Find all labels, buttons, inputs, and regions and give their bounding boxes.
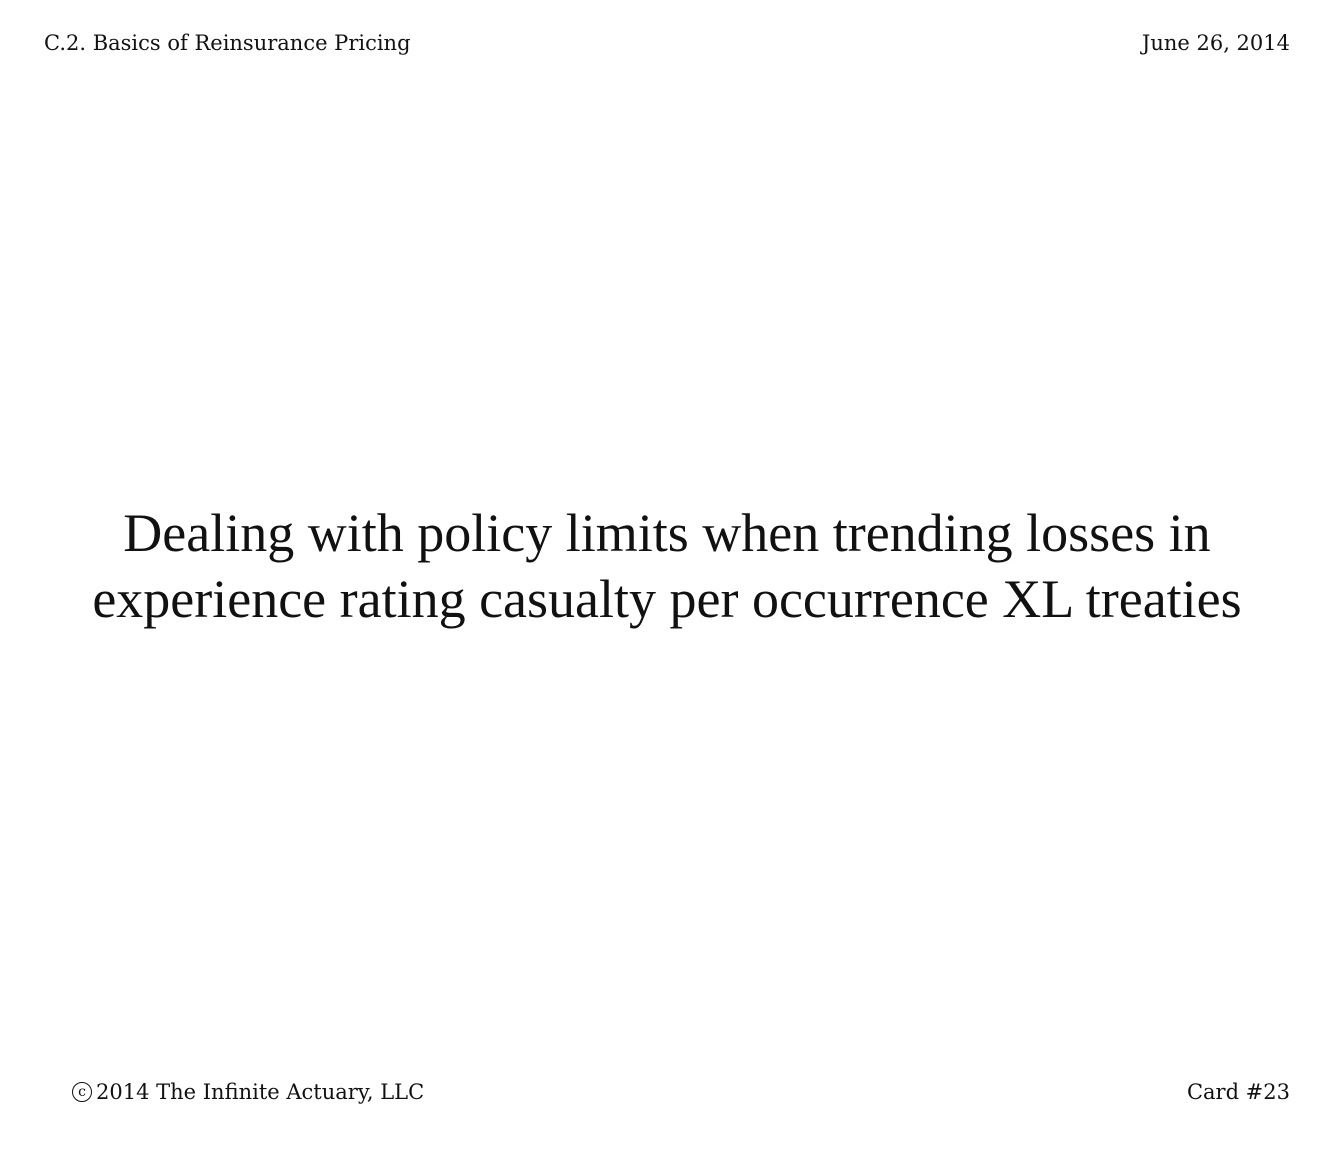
card-number: Card #23 xyxy=(1186,1080,1290,1104)
date-label: June 26, 2014 xyxy=(1141,31,1290,55)
card-title-line-1: Dealing with policy limits when trending losses in xyxy=(123,503,1211,563)
copyright-notice xyxy=(72,1079,424,1105)
copyright-icon: c xyxy=(72,1082,92,1102)
section-heading: C.2. Basics of Reinsurance Pricing xyxy=(44,31,411,55)
card-title-line-2: experience rating casualty per occurrence XL treaties xyxy=(92,569,1242,629)
copyright-text: 2014 The Infinite Actuary, LLC xyxy=(96,1080,425,1104)
card-title xyxy=(0,500,1334,632)
